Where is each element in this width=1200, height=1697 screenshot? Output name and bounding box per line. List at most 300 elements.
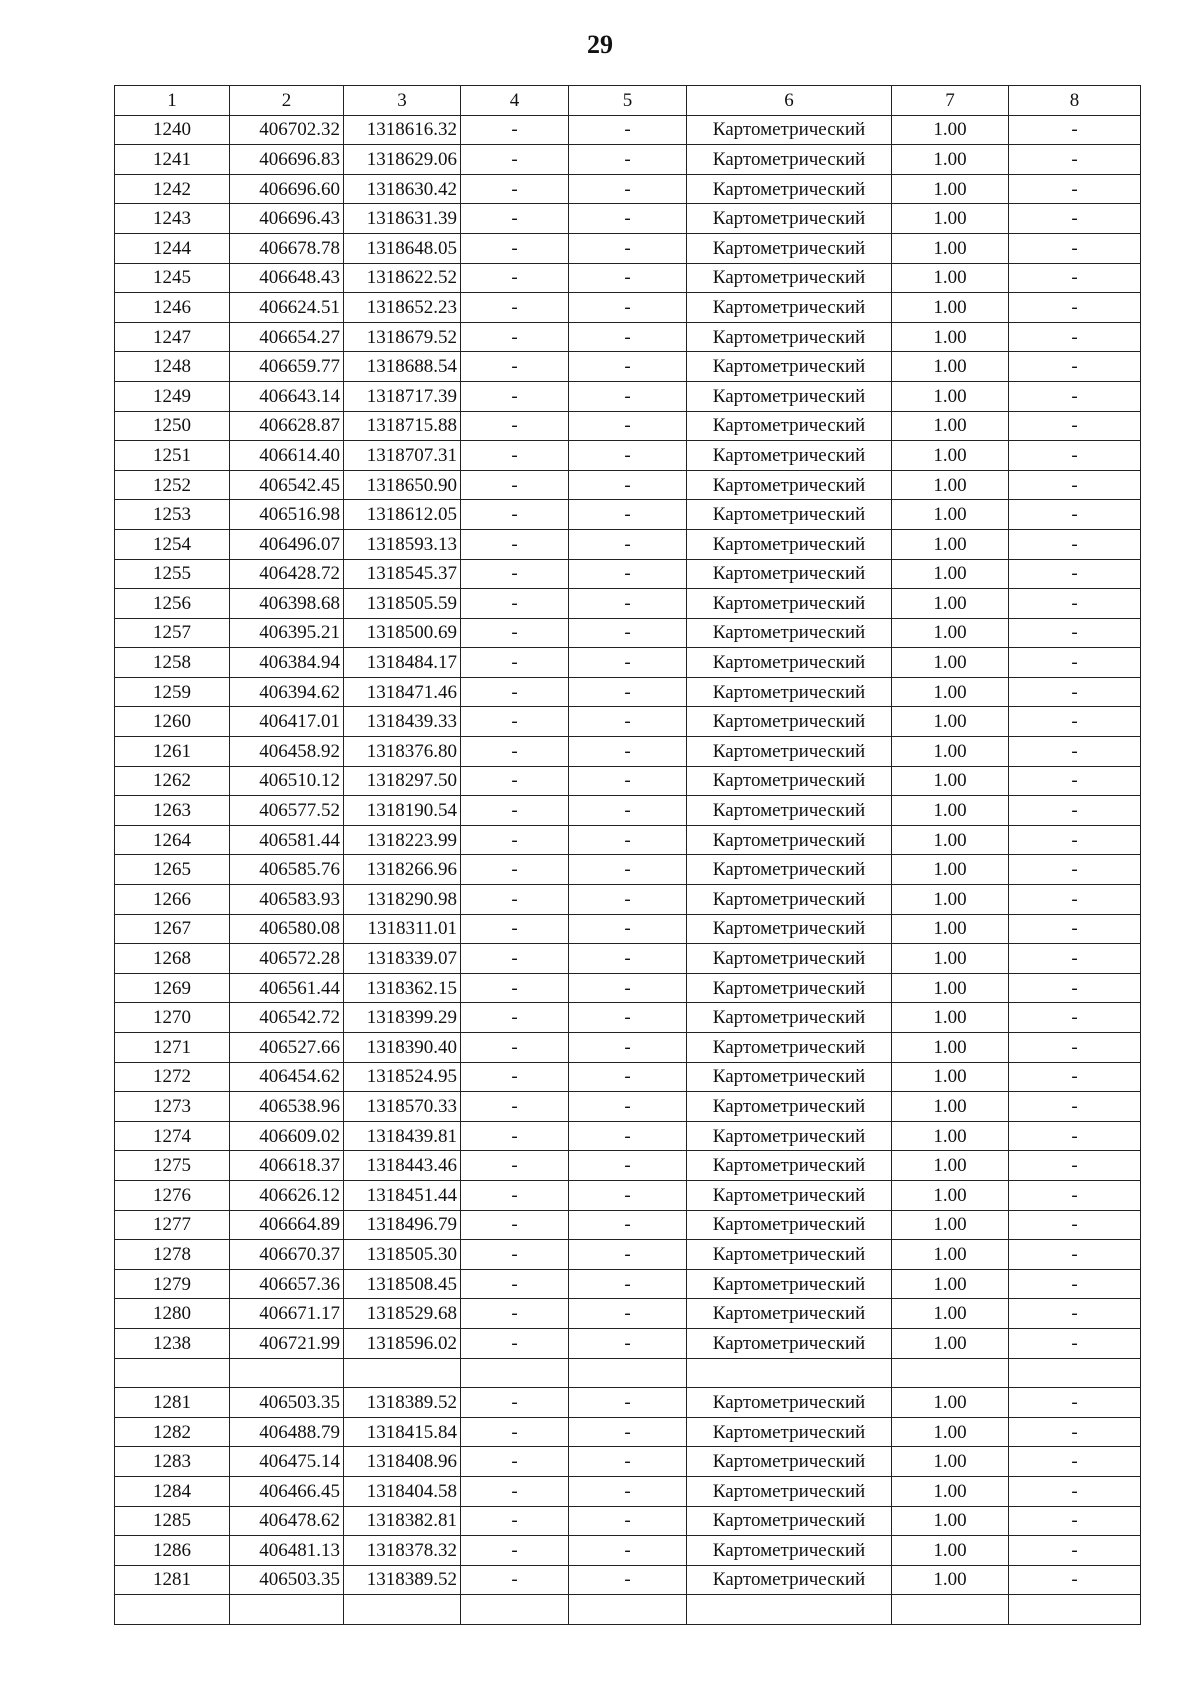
point-number-cell: 1281 bbox=[115, 1388, 230, 1418]
accuracy-cell: 1.00 bbox=[892, 411, 1009, 441]
table-row bbox=[115, 381, 1141, 411]
method-cell: Картометрический bbox=[687, 263, 892, 293]
col-4-cell: - bbox=[461, 1210, 569, 1240]
table-row bbox=[115, 559, 1141, 589]
x-coordinate-cell: 406496.07 bbox=[230, 529, 344, 559]
accuracy-cell: 1.00 bbox=[892, 944, 1009, 974]
point-number-cell: 1262 bbox=[115, 766, 230, 796]
table-row bbox=[115, 1417, 1141, 1447]
accuracy-cell: 1.00 bbox=[892, 1417, 1009, 1447]
method-cell: Картометрический bbox=[687, 1121, 892, 1151]
x-coordinate-cell: 406488.79 bbox=[230, 1417, 344, 1447]
col-8-cell: - bbox=[1009, 352, 1141, 382]
col-8-cell: - bbox=[1009, 411, 1141, 441]
col-5-cell: - bbox=[569, 677, 687, 707]
method-cell: Картометрический bbox=[687, 707, 892, 737]
point-number-cell: 1281 bbox=[115, 1565, 230, 1595]
y-coordinate-cell: 1318715.88 bbox=[344, 411, 461, 441]
y-coordinate-cell: 1318505.30 bbox=[344, 1240, 461, 1270]
col-5-cell: - bbox=[569, 1506, 687, 1536]
accuracy-cell: 1.00 bbox=[892, 559, 1009, 589]
y-coordinate-cell: 1318339.07 bbox=[344, 944, 461, 974]
col-4-cell: - bbox=[461, 1092, 569, 1122]
table-row bbox=[115, 1062, 1141, 1092]
method-cell: Картометрический bbox=[687, 855, 892, 885]
col-4-cell: - bbox=[461, 1388, 569, 1418]
x-coordinate-cell: 406626.12 bbox=[230, 1180, 344, 1210]
col-8-cell: - bbox=[1009, 263, 1141, 293]
col-4-cell: - bbox=[461, 1417, 569, 1447]
col-5-cell: - bbox=[569, 973, 687, 1003]
table-body bbox=[115, 115, 1141, 1624]
method-cell: Картометрический bbox=[687, 1565, 892, 1595]
method-cell: Картометрический bbox=[687, 381, 892, 411]
col-8-cell: - bbox=[1009, 885, 1141, 915]
y-coordinate-cell: 1318622.52 bbox=[344, 263, 461, 293]
table-row bbox=[115, 1269, 1141, 1299]
accuracy-cell: 1.00 bbox=[892, 1536, 1009, 1566]
y-coordinate-cell bbox=[344, 1595, 461, 1625]
x-coordinate-cell: 406527.66 bbox=[230, 1033, 344, 1063]
point-number-cell: 1256 bbox=[115, 589, 230, 619]
point-number-cell: 1268 bbox=[115, 944, 230, 974]
accuracy-cell: 1.00 bbox=[892, 352, 1009, 382]
col-8-cell: - bbox=[1009, 529, 1141, 559]
col-8-cell: - bbox=[1009, 174, 1141, 204]
y-coordinate-cell: 1318688.54 bbox=[344, 352, 461, 382]
table-row bbox=[115, 500, 1141, 530]
y-coordinate-cell: 1318399.29 bbox=[344, 1003, 461, 1033]
col-8-cell: - bbox=[1009, 1476, 1141, 1506]
point-number-cell bbox=[115, 1358, 230, 1388]
col-5-cell: - bbox=[569, 145, 687, 175]
method-cell: Картометрический bbox=[687, 559, 892, 589]
table-row bbox=[115, 322, 1141, 352]
col-8-cell: - bbox=[1009, 1151, 1141, 1181]
accuracy-cell: 1.00 bbox=[892, 1151, 1009, 1181]
table-row bbox=[115, 589, 1141, 619]
method-cell: Картометрический bbox=[687, 470, 892, 500]
point-number-cell: 1255 bbox=[115, 559, 230, 589]
col-4-cell: - bbox=[461, 1240, 569, 1270]
x-coordinate-cell: 406542.72 bbox=[230, 1003, 344, 1033]
col-8-cell: - bbox=[1009, 1506, 1141, 1536]
col-8-cell: - bbox=[1009, 1565, 1141, 1595]
col-4-cell: - bbox=[461, 737, 569, 767]
method-cell bbox=[687, 1595, 892, 1625]
accuracy-cell: 1.00 bbox=[892, 1447, 1009, 1477]
y-coordinate-cell: 1318415.84 bbox=[344, 1417, 461, 1447]
col-4-cell: - bbox=[461, 648, 569, 678]
method-cell: Картометрический bbox=[687, 1180, 892, 1210]
point-number-cell: 1261 bbox=[115, 737, 230, 767]
point-number-cell: 1265 bbox=[115, 855, 230, 885]
y-coordinate-cell: 1318408.96 bbox=[344, 1447, 461, 1477]
x-coordinate-cell: 406585.76 bbox=[230, 855, 344, 885]
x-coordinate-cell: 406721.99 bbox=[230, 1328, 344, 1358]
col-8-cell: - bbox=[1009, 1536, 1141, 1566]
accuracy-cell: 1.00 bbox=[892, 529, 1009, 559]
col-8-cell: - bbox=[1009, 115, 1141, 145]
accuracy-cell: 1.00 bbox=[892, 145, 1009, 175]
col-8-cell: - bbox=[1009, 1210, 1141, 1240]
col-5-cell: - bbox=[569, 618, 687, 648]
col-4-cell: - bbox=[461, 1447, 569, 1477]
accuracy-cell: 1.00 bbox=[892, 1565, 1009, 1595]
col-4-cell: - bbox=[461, 1328, 569, 1358]
table-row bbox=[115, 648, 1141, 678]
accuracy-cell: 1.00 bbox=[892, 263, 1009, 293]
accuracy-cell: 1.00 bbox=[892, 737, 1009, 767]
col-4-cell: - bbox=[461, 381, 569, 411]
x-coordinate-cell: 406696.60 bbox=[230, 174, 344, 204]
col-5-cell: - bbox=[569, 174, 687, 204]
method-cell: Картометрический bbox=[687, 885, 892, 915]
method-cell: Картометрический bbox=[687, 825, 892, 855]
method-cell: Картометрический bbox=[687, 1240, 892, 1270]
x-coordinate-cell: 406583.93 bbox=[230, 885, 344, 915]
y-coordinate-cell: 1318616.32 bbox=[344, 115, 461, 145]
point-number-cell: 1243 bbox=[115, 204, 230, 234]
col-8-cell: - bbox=[1009, 1417, 1141, 1447]
col-5-cell: - bbox=[569, 1536, 687, 1566]
x-coordinate-cell: 406417.01 bbox=[230, 707, 344, 737]
y-coordinate-cell: 1318223.99 bbox=[344, 825, 461, 855]
y-coordinate-cell: 1318190.54 bbox=[344, 796, 461, 826]
table-row bbox=[115, 1121, 1141, 1151]
col-4-cell: - bbox=[461, 470, 569, 500]
accuracy-cell: 1.00 bbox=[892, 914, 1009, 944]
accuracy-cell: 1.00 bbox=[892, 973, 1009, 1003]
col-8-cell: - bbox=[1009, 1388, 1141, 1418]
y-coordinate-cell: 1318652.23 bbox=[344, 293, 461, 323]
col-4-cell: - bbox=[461, 796, 569, 826]
table-row bbox=[115, 470, 1141, 500]
col-4-cell: - bbox=[461, 115, 569, 145]
accuracy-cell: 1.00 bbox=[892, 1328, 1009, 1358]
y-coordinate-cell: 1318389.52 bbox=[344, 1565, 461, 1595]
x-coordinate-cell: 406696.43 bbox=[230, 204, 344, 234]
table-row bbox=[115, 204, 1141, 234]
x-coordinate-cell: 406428.72 bbox=[230, 559, 344, 589]
y-coordinate-cell: 1318378.32 bbox=[344, 1536, 461, 1566]
table-row bbox=[115, 115, 1141, 145]
col-5-cell: - bbox=[569, 1388, 687, 1418]
accuracy-cell: 1.00 bbox=[892, 1092, 1009, 1122]
col-8-cell: - bbox=[1009, 233, 1141, 263]
method-cell: Картометрический bbox=[687, 1033, 892, 1063]
col-5-cell: - bbox=[569, 1299, 687, 1329]
col-8-cell: - bbox=[1009, 500, 1141, 530]
x-coordinate-cell: 406654.27 bbox=[230, 322, 344, 352]
col-4-cell: - bbox=[461, 263, 569, 293]
x-coordinate-cell: 406678.78 bbox=[230, 233, 344, 263]
col-5-cell: - bbox=[569, 500, 687, 530]
point-number-cell: 1251 bbox=[115, 441, 230, 471]
col-8-cell: - bbox=[1009, 944, 1141, 974]
point-number-cell: 1253 bbox=[115, 500, 230, 530]
col-4-cell: - bbox=[461, 1003, 569, 1033]
table-row bbox=[115, 441, 1141, 471]
accuracy-cell: 1.00 bbox=[892, 233, 1009, 263]
x-coordinate-cell: 406395.21 bbox=[230, 618, 344, 648]
col-5-cell: - bbox=[569, 1180, 687, 1210]
col-8-cell: - bbox=[1009, 648, 1141, 678]
accuracy-cell: 1.00 bbox=[892, 500, 1009, 530]
table-row bbox=[115, 1447, 1141, 1477]
x-coordinate-cell: 406503.35 bbox=[230, 1388, 344, 1418]
col-5-cell: - bbox=[569, 796, 687, 826]
method-cell: Картометрический bbox=[687, 973, 892, 1003]
table-row bbox=[115, 233, 1141, 263]
x-coordinate-cell: 406516.98 bbox=[230, 500, 344, 530]
col-8-cell bbox=[1009, 1358, 1141, 1388]
col-5-cell: - bbox=[569, 648, 687, 678]
col-5-cell: - bbox=[569, 204, 687, 234]
col-8-cell: - bbox=[1009, 1033, 1141, 1063]
table-row bbox=[115, 1003, 1141, 1033]
method-cell: Картометрический bbox=[687, 322, 892, 352]
x-coordinate-cell: 406624.51 bbox=[230, 293, 344, 323]
col-5-cell: - bbox=[569, 1565, 687, 1595]
method-cell: Картометрический bbox=[687, 1417, 892, 1447]
x-coordinate-cell: 406702.32 bbox=[230, 115, 344, 145]
method-cell: Картометрический bbox=[687, 1062, 892, 1092]
col-4-cell: - bbox=[461, 322, 569, 352]
accuracy-cell: 1.00 bbox=[892, 1269, 1009, 1299]
method-cell: Картометрический bbox=[687, 145, 892, 175]
point-number-cell: 1280 bbox=[115, 1299, 230, 1329]
col-8-cell: - bbox=[1009, 707, 1141, 737]
table-row bbox=[115, 1299, 1141, 1329]
col-8-cell: - bbox=[1009, 973, 1141, 1003]
method-cell: Картометрический bbox=[687, 914, 892, 944]
table-row bbox=[115, 737, 1141, 767]
y-coordinate-cell: 1318593.13 bbox=[344, 529, 461, 559]
col-4-cell: - bbox=[461, 145, 569, 175]
point-number-cell: 1272 bbox=[115, 1062, 230, 1092]
point-number-cell: 1274 bbox=[115, 1121, 230, 1151]
x-coordinate-cell: 406618.37 bbox=[230, 1151, 344, 1181]
page-number: 29 bbox=[587, 30, 613, 59]
col-8-cell: - bbox=[1009, 1447, 1141, 1477]
col-5-cell: - bbox=[569, 1092, 687, 1122]
col-5-cell: - bbox=[569, 737, 687, 767]
accuracy-cell: 1.00 bbox=[892, 1121, 1009, 1151]
col-5-cell: - bbox=[569, 825, 687, 855]
method-cell: Картометрический bbox=[687, 589, 892, 619]
point-number-cell: 1241 bbox=[115, 145, 230, 175]
y-coordinate-cell: 1318596.02 bbox=[344, 1328, 461, 1358]
x-coordinate-cell: 406614.40 bbox=[230, 441, 344, 471]
col-4-cell: - bbox=[461, 677, 569, 707]
y-coordinate-cell: 1318717.39 bbox=[344, 381, 461, 411]
col-5-cell: - bbox=[569, 352, 687, 382]
col-4-cell: - bbox=[461, 174, 569, 204]
y-coordinate-cell: 1318505.59 bbox=[344, 589, 461, 619]
accuracy-cell bbox=[892, 1358, 1009, 1388]
col-4-cell: - bbox=[461, 973, 569, 1003]
table-row bbox=[115, 352, 1141, 382]
method-cell: Картометрический bbox=[687, 1536, 892, 1566]
method-cell: Картометрический bbox=[687, 766, 892, 796]
table-row bbox=[115, 885, 1141, 915]
method-cell: Картометрический bbox=[687, 115, 892, 145]
point-number-cell: 1257 bbox=[115, 618, 230, 648]
method-cell: Картометрический bbox=[687, 648, 892, 678]
accuracy-cell: 1.00 bbox=[892, 1180, 1009, 1210]
x-coordinate-cell: 406475.14 bbox=[230, 1447, 344, 1477]
table-row bbox=[115, 1151, 1141, 1181]
col-8-cell: - bbox=[1009, 322, 1141, 352]
point-number-cell: 1270 bbox=[115, 1003, 230, 1033]
x-coordinate-cell: 406542.45 bbox=[230, 470, 344, 500]
y-coordinate-cell: 1318389.52 bbox=[344, 1388, 461, 1418]
table-row bbox=[115, 855, 1141, 885]
table-row bbox=[115, 1476, 1141, 1506]
col-4-cell: - bbox=[461, 855, 569, 885]
col-4-cell: - bbox=[461, 529, 569, 559]
table-row bbox=[115, 1536, 1141, 1566]
table-row bbox=[115, 796, 1141, 826]
col-5-cell: - bbox=[569, 1062, 687, 1092]
y-coordinate-cell: 1318524.95 bbox=[344, 1062, 461, 1092]
y-coordinate-cell: 1318382.81 bbox=[344, 1506, 461, 1536]
point-number-cell: 1250 bbox=[115, 411, 230, 441]
method-cell: Картометрический bbox=[687, 233, 892, 263]
table-row bbox=[115, 293, 1141, 323]
point-number-cell: 1242 bbox=[115, 174, 230, 204]
col-4-cell: - bbox=[461, 1565, 569, 1595]
x-coordinate-cell: 406561.44 bbox=[230, 973, 344, 1003]
method-cell: Картометрический bbox=[687, 1092, 892, 1122]
accuracy-cell: 1.00 bbox=[892, 381, 1009, 411]
point-number-cell: 1259 bbox=[115, 677, 230, 707]
x-coordinate-cell: 406657.36 bbox=[230, 1269, 344, 1299]
col-4-cell: - bbox=[461, 589, 569, 619]
col-4-cell: - bbox=[461, 1121, 569, 1151]
method-cell: Картометрический bbox=[687, 737, 892, 767]
y-coordinate-cell bbox=[344, 1358, 461, 1388]
point-number-cell: 1249 bbox=[115, 381, 230, 411]
col-4-cell: - bbox=[461, 618, 569, 648]
col-5-cell: - bbox=[569, 1033, 687, 1063]
accuracy-cell: 1.00 bbox=[892, 618, 1009, 648]
point-number-cell: 1252 bbox=[115, 470, 230, 500]
col-8-cell: - bbox=[1009, 1269, 1141, 1299]
y-coordinate-cell: 1318650.90 bbox=[344, 470, 461, 500]
col-8-cell: - bbox=[1009, 1299, 1141, 1329]
y-coordinate-cell: 1318629.06 bbox=[344, 145, 461, 175]
y-coordinate-cell: 1318648.05 bbox=[344, 233, 461, 263]
y-coordinate-cell: 1318496.79 bbox=[344, 1210, 461, 1240]
col-4-cell: - bbox=[461, 411, 569, 441]
accuracy-cell bbox=[892, 1595, 1009, 1625]
point-number-cell: 1263 bbox=[115, 796, 230, 826]
point-number-cell: 1258 bbox=[115, 648, 230, 678]
col-5-cell: - bbox=[569, 1121, 687, 1151]
col-8-cell: - bbox=[1009, 855, 1141, 885]
point-number-cell: 1266 bbox=[115, 885, 230, 915]
table-row bbox=[115, 825, 1141, 855]
x-coordinate-cell: 406466.45 bbox=[230, 1476, 344, 1506]
point-number-cell: 1240 bbox=[115, 115, 230, 145]
col-5-cell: - bbox=[569, 1328, 687, 1358]
col-5-cell: - bbox=[569, 707, 687, 737]
accuracy-cell: 1.00 bbox=[892, 1033, 1009, 1063]
column-header: 2 bbox=[230, 86, 344, 116]
col-8-cell: - bbox=[1009, 766, 1141, 796]
y-coordinate-cell: 1318297.50 bbox=[344, 766, 461, 796]
x-coordinate-cell: 406538.96 bbox=[230, 1092, 344, 1122]
point-number-cell: 1273 bbox=[115, 1092, 230, 1122]
accuracy-cell: 1.00 bbox=[892, 1062, 1009, 1092]
col-5-cell bbox=[569, 1595, 687, 1625]
column-header: 3 bbox=[344, 86, 461, 116]
col-5-cell: - bbox=[569, 766, 687, 796]
col-8-cell: - bbox=[1009, 204, 1141, 234]
col-8-cell: - bbox=[1009, 1121, 1141, 1151]
x-coordinate-cell: 406580.08 bbox=[230, 914, 344, 944]
col-5-cell: - bbox=[569, 855, 687, 885]
col-5-cell: - bbox=[569, 441, 687, 471]
accuracy-cell: 1.00 bbox=[892, 766, 1009, 796]
col-5-cell: - bbox=[569, 1240, 687, 1270]
accuracy-cell: 1.00 bbox=[892, 648, 1009, 678]
accuracy-cell: 1.00 bbox=[892, 322, 1009, 352]
y-coordinate-cell: 1318529.68 bbox=[344, 1299, 461, 1329]
col-5-cell: - bbox=[569, 470, 687, 500]
accuracy-cell: 1.00 bbox=[892, 707, 1009, 737]
method-cell: Картометрический bbox=[687, 500, 892, 530]
col-8-cell: - bbox=[1009, 381, 1141, 411]
column-header: 4 bbox=[461, 86, 569, 116]
y-coordinate-cell: 1318679.52 bbox=[344, 322, 461, 352]
col-4-cell: - bbox=[461, 1299, 569, 1329]
x-coordinate-cell: 406384.94 bbox=[230, 648, 344, 678]
accuracy-cell: 1.00 bbox=[892, 589, 1009, 619]
table-row bbox=[115, 707, 1141, 737]
table-row bbox=[115, 174, 1141, 204]
method-cell: Картометрический bbox=[687, 411, 892, 441]
x-coordinate-cell: 406394.62 bbox=[230, 677, 344, 707]
y-coordinate-cell: 1318266.96 bbox=[344, 855, 461, 885]
col-8-cell: - bbox=[1009, 737, 1141, 767]
col-8-cell: - bbox=[1009, 796, 1141, 826]
x-coordinate-cell: 406572.28 bbox=[230, 944, 344, 974]
column-header: 6 bbox=[687, 86, 892, 116]
point-number-cell: 1283 bbox=[115, 1447, 230, 1477]
x-coordinate-cell: 406478.62 bbox=[230, 1506, 344, 1536]
y-coordinate-cell: 1318439.33 bbox=[344, 707, 461, 737]
x-coordinate-cell: 406458.92 bbox=[230, 737, 344, 767]
x-coordinate-cell: 406609.02 bbox=[230, 1121, 344, 1151]
col-5-cell: - bbox=[569, 1210, 687, 1240]
method-cell: Картометрический bbox=[687, 1388, 892, 1418]
point-number-cell: 1238 bbox=[115, 1328, 230, 1358]
col-8-cell: - bbox=[1009, 677, 1141, 707]
col-8-cell: - bbox=[1009, 589, 1141, 619]
point-number-cell: 1244 bbox=[115, 233, 230, 263]
col-4-cell bbox=[461, 1595, 569, 1625]
y-coordinate-cell: 1318707.31 bbox=[344, 441, 461, 471]
y-coordinate-cell: 1318631.39 bbox=[344, 204, 461, 234]
col-5-cell bbox=[569, 1358, 687, 1388]
column-header: 5 bbox=[569, 86, 687, 116]
table-row bbox=[115, 914, 1141, 944]
point-number-cell: 1264 bbox=[115, 825, 230, 855]
y-coordinate-cell: 1318612.05 bbox=[344, 500, 461, 530]
